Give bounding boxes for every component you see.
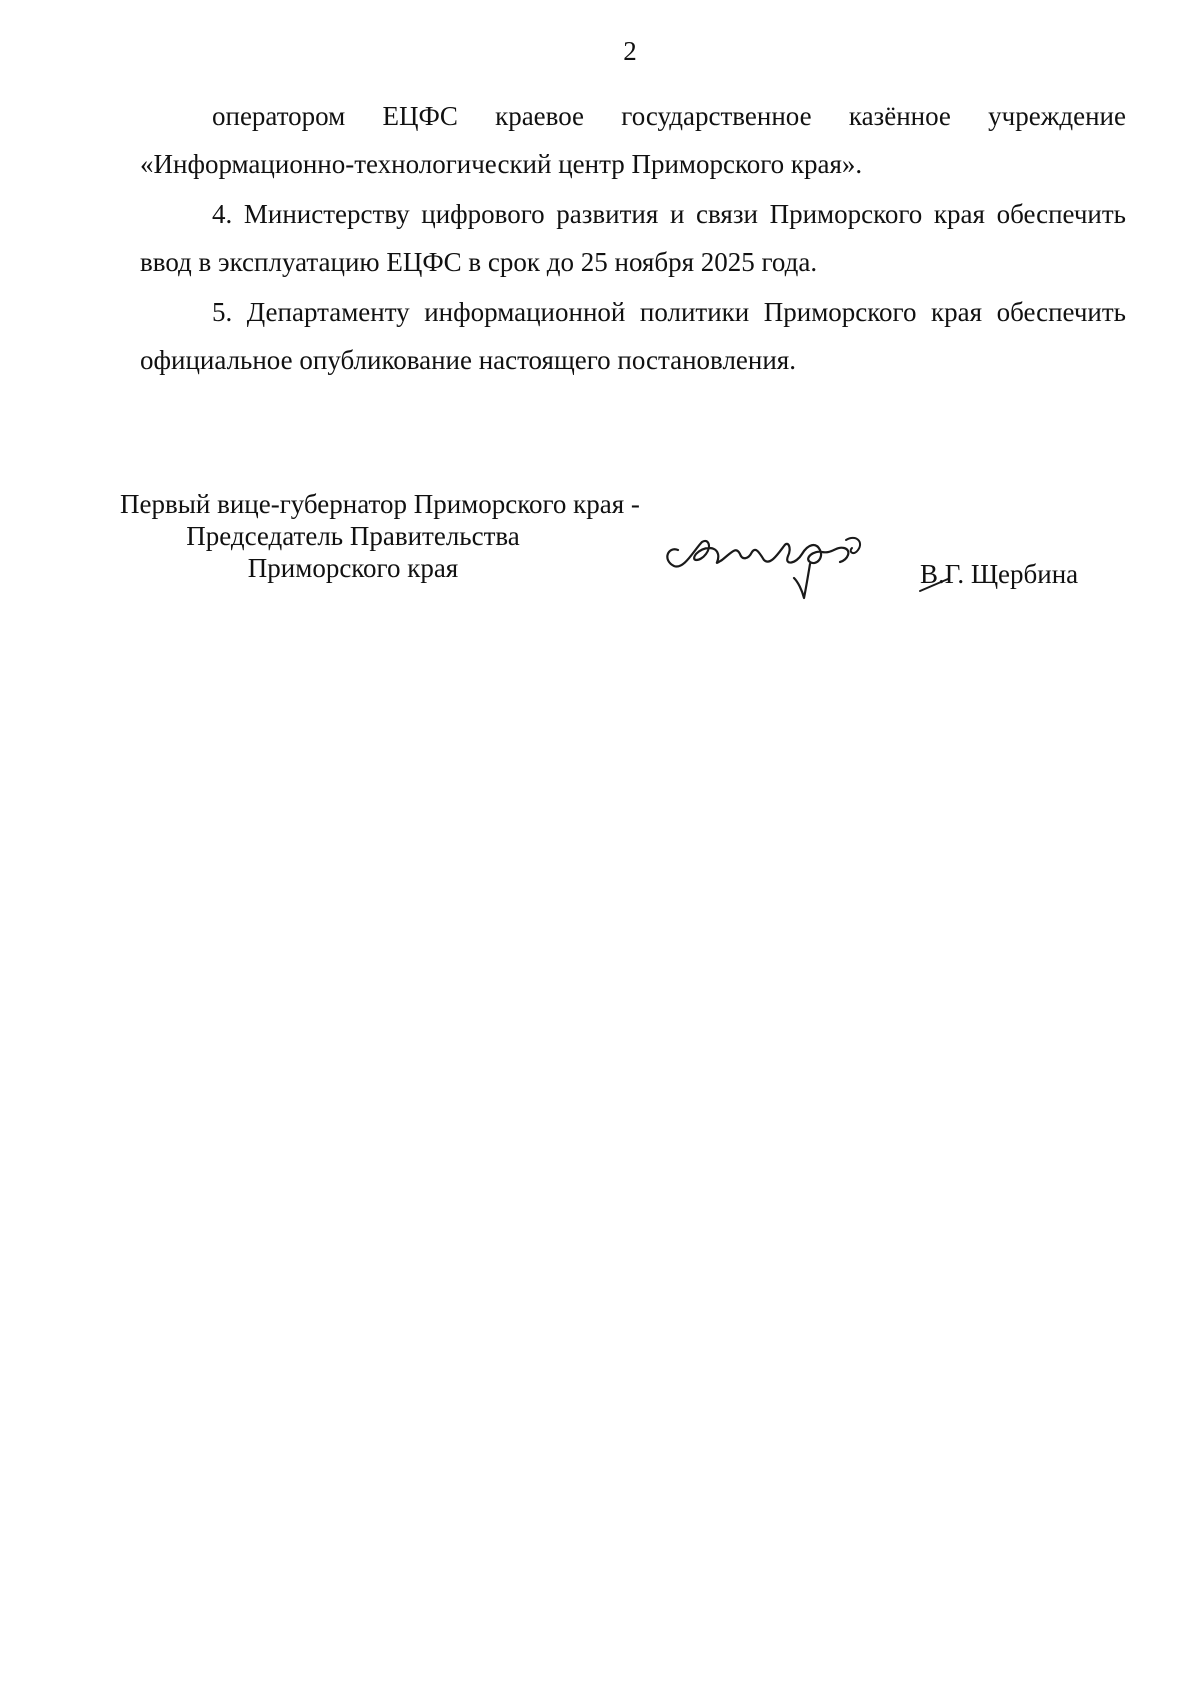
signatory-title-line1: Первый вице-губернатор Приморского края - [120,489,640,519]
paragraph-5-text: 5. Департаменту информационной политики Приморского края обеспечить официальное опубликование настоящего постановления. [140,297,1126,375]
signatory-title [120,488,720,584]
signatory-name: В.Г. Щербина [920,559,1079,589]
paragraph-operator [140,92,1126,188]
paragraph-operator-text: оператором ЕЦФС краевое государственное казённое учреждение «Информационно-технологический центр Приморского края». [140,101,1126,179]
handwritten-signature [660,520,900,610]
paragraph-5 [140,288,1126,384]
signatory-title-line2: Председатель Правительства [186,521,520,551]
page-number: 2 [623,36,637,66]
paragraph-4-text: 4. Министерству цифрового развития и связи Приморского края обеспечить ввод в эксплуатацию ЕЦФС в срок до 25 ноября 2025 года. [140,199,1126,277]
paragraph-4 [140,190,1126,286]
signatory-title-line3: Приморского края [247,553,459,583]
